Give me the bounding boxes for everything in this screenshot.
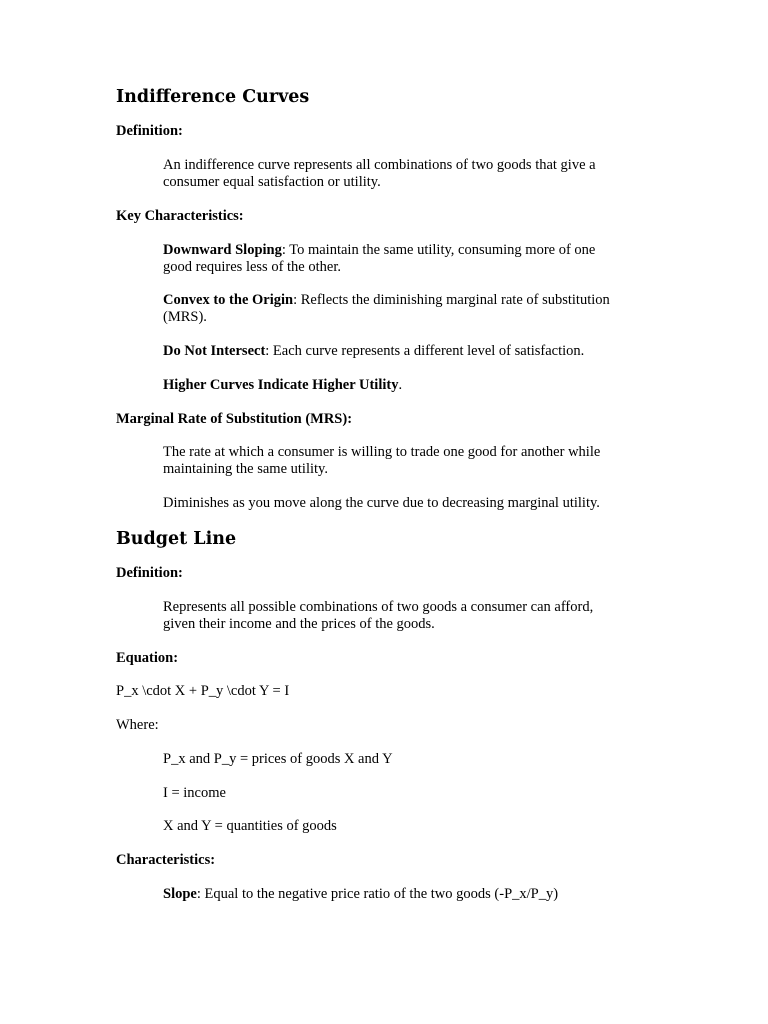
characteristic-text: : Each curve represents a different level of satisfaction. [265,343,585,359]
characteristic-term: Convex to the Origin [163,292,294,308]
budget-definition-text [163,599,653,633]
where-income: I = income [163,785,226,801]
characteristic-slope [163,886,653,903]
characteristic-term: Higher Curves Indicate Higher Utility [163,377,399,393]
characteristic-do-not-intersect [163,343,653,360]
characteristic-text-line-1: : Reflects the diminishing marginal rate of substitution [293,292,610,308]
mrs-label: Marginal Rate of Substitution (MRS): [116,411,353,427]
characteristic-text-line-2: (MRS). [163,309,207,325]
characteristic-higher-curves [163,377,653,394]
definition-text [163,157,653,191]
budget-definition-line-2: given their income and the prices of the goods. [163,616,435,632]
budget-definition-label: Definition: [116,565,183,581]
characteristic-convex [163,292,653,326]
characteristic-text: . [398,377,403,393]
characteristic-text-line-2: good requires less of the other. [163,259,341,275]
equation-text: P_x \cdot X + P_y \cdot Y = I [116,683,290,699]
characteristic-text-line-1: : To maintain the same utility, consuming more of one [281,242,596,258]
budget-definition-line-1: Represents all possible combinations of two goods a consumer can afford, [163,599,594,615]
mrs-diminish-text: Diminishes as you move along the curve due to decreasing marginal utility. [163,495,600,511]
mrs-line-2: maintaining the same utility. [163,461,328,477]
equation-label: Equation: [116,650,179,666]
characteristic-text: : Equal to the negative price ratio of the two goods (-P_x/P_y) [196,886,559,902]
where-quantities: X and Y = quantities of goods [163,818,337,834]
definition-line-1: An indifference curve represents all combinations of two goods that give a [163,157,596,173]
definition-line-2: consumer equal satisfaction or utility. [163,174,381,190]
where-label: Where: [116,717,159,733]
characteristic-term: Do Not Intersect [163,343,266,359]
key-characteristics-label: Key Characteristics: [116,208,244,224]
characteristics-label: Characteristics: [116,852,216,868]
characteristic-downward-sloping [163,242,653,276]
mrs-definition-text [163,444,653,478]
section-heading-budget-line: Budget Line [116,529,237,549]
definition-label: Definition: [116,123,183,139]
characteristic-term: Slope [163,886,197,902]
where-prices: P_x and P_y = prices of goods X and Y [163,751,393,767]
mrs-line-1: The rate at which a consumer is willing to trade one good for another while [163,444,601,460]
section-heading-indifference-curves: Indifference Curves [116,87,310,107]
characteristic-term: Downward Sloping [163,242,282,258]
